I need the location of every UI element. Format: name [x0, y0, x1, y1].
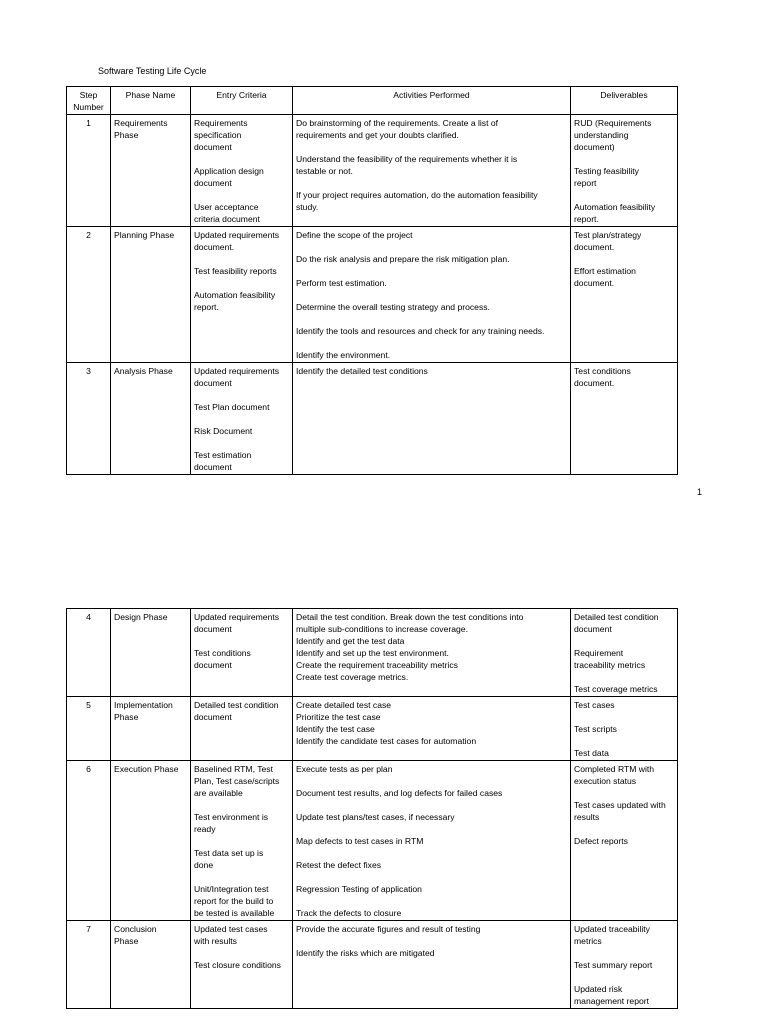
cell-text-line: Requirement [574, 648, 624, 658]
cell-text-line: done [194, 860, 214, 870]
cell-text-line: document) [574, 142, 615, 152]
cell-text-line [296, 799, 567, 811]
cell-text-line: Defect reports [574, 836, 628, 846]
cell-text-line [194, 871, 289, 883]
cell-text-line [296, 775, 567, 787]
step-number-cell: 5 [67, 697, 111, 761]
entry-criteria-cell [191, 227, 293, 363]
cell-text-line: understanding [574, 130, 629, 140]
header-entry-criteria: Entry Criteria [191, 87, 293, 115]
cell-text-line: be tested is available [194, 908, 275, 918]
cell-text-line: Detailed test condition [574, 612, 659, 622]
cell-text-line [194, 413, 289, 425]
cell-text-line: Planning Phase [114, 230, 175, 240]
cell-text-line [194, 153, 289, 165]
cell-text-line: Conclusion [114, 924, 157, 934]
cell-text-line: criteria document [194, 214, 260, 224]
cell-text-line: Identify and get the test data [296, 636, 405, 646]
cell-text-line: Updated requirements [194, 612, 280, 622]
phase-name-cell [111, 363, 191, 475]
cell-text-line: Test conditions [194, 648, 251, 658]
phase-name-cell [111, 227, 191, 363]
cell-text-line [194, 635, 289, 647]
cell-text-line [296, 847, 567, 859]
cell-text-line: Execution Phase [114, 764, 179, 774]
deliverables-cell [571, 363, 678, 475]
cell-text-line: Test cases updated with [574, 800, 666, 810]
header-activities-performed: Activities Performed [293, 87, 571, 115]
cell-text-line: Updated requirements [194, 366, 280, 376]
table-row [67, 227, 678, 363]
cell-text-line: Updated traceability [574, 924, 650, 934]
cell-text-line: document [194, 462, 232, 472]
cell-text-line: Define the scope of the project [296, 230, 413, 240]
cell-text-line [296, 871, 567, 883]
cell-text-line: Identify the tools and resources and check for any training needs. [296, 326, 545, 336]
table-row [67, 697, 678, 761]
cell-text-line: report. [194, 302, 219, 312]
cell-text-line: Implementation [114, 700, 173, 710]
document-title: Software Testing Life Cycle [98, 66, 207, 76]
step-number-cell: 4 [67, 609, 111, 697]
cell-text-line [296, 313, 567, 325]
cell-text-line: Plan, Test case/scripts [194, 776, 280, 786]
cell-text-line: document [194, 378, 232, 388]
cell-text-line [574, 711, 674, 723]
cell-text-line [296, 241, 567, 253]
cell-text-line: requirements and get your doubts clarified. [296, 130, 459, 140]
cell-text-line: Do the risk analysis and prepare the risk mitigation plan. [296, 254, 510, 264]
cell-text-line: Unit/Integration test [194, 884, 269, 894]
cell-text-line: Test scripts [574, 724, 617, 734]
header-step-number: Step Number [67, 87, 111, 115]
cell-text-line: Do brainstorming of the requirements. Create a list of [296, 118, 499, 128]
entry-criteria-cell [191, 921, 293, 1009]
cell-text-line: are available [194, 788, 243, 798]
cell-text-line: document [574, 624, 612, 634]
entry-criteria-cell [191, 609, 293, 697]
table-header-row [67, 87, 678, 115]
step-number-cell: 7 [67, 921, 111, 1009]
header-deliverables: Deliverables [571, 87, 678, 115]
activities-cell [293, 363, 571, 475]
cell-text-line [574, 671, 674, 683]
cell-text-line: specification [194, 130, 242, 140]
cell-text-line: traceability metrics [574, 660, 646, 670]
cell-text-line [574, 189, 674, 201]
cell-text-line: Understand the feasibility of the requirements whether it is [296, 154, 518, 164]
cell-text-line [296, 265, 567, 277]
cell-text-line: Phase [114, 936, 139, 946]
cell-text-line [194, 277, 289, 289]
cell-text-line [296, 141, 567, 153]
entry-criteria-cell [191, 363, 293, 475]
cell-text-line: Effort estimation [574, 266, 636, 276]
cell-text-line: Retest the defect fixes [296, 860, 382, 870]
deliverables-cell [571, 697, 678, 761]
cell-text-line: Determine the overall testing strategy and process. [296, 302, 490, 312]
entry-criteria-cell [191, 115, 293, 227]
cell-text-line: Updated test cases [194, 924, 268, 934]
cell-text-line [194, 253, 289, 265]
step-number-cell: 2 [67, 227, 111, 363]
activities-cell [293, 921, 571, 1009]
cell-text-line: report for the build to [194, 896, 274, 906]
phase-name-cell [111, 921, 191, 1009]
page-number: 1 [697, 487, 703, 497]
cell-text-line [194, 437, 289, 449]
cell-text-line: Test cases [574, 700, 615, 710]
activities-cell [293, 115, 571, 227]
deliverables-cell [571, 921, 678, 1009]
cell-text-line: Identify the detailed test conditions [296, 366, 428, 376]
cell-text-line [194, 947, 289, 959]
cell-text-line: RUD (Requirements [574, 118, 652, 128]
table-row [67, 921, 678, 1009]
table-row [67, 363, 678, 475]
cell-text-line: Test data [574, 748, 609, 758]
cell-text-line: study. [296, 202, 319, 212]
cell-text-line: Risk Document [194, 426, 253, 436]
cell-text-line: Test Plan document [194, 402, 270, 412]
cell-text-line: Updated requirements [194, 230, 280, 240]
cell-text-line: Test coverage metrics [574, 684, 658, 694]
cell-text-line: results [574, 812, 600, 822]
cell-text-line [296, 823, 567, 835]
cell-text-line [296, 935, 567, 947]
cell-text-line: document. [574, 378, 615, 388]
cell-text-line: Test feasibility reports [194, 266, 277, 276]
step-number-cell: 1 [67, 115, 111, 227]
phase-name-cell [111, 115, 191, 227]
cell-text-line [574, 253, 674, 265]
cell-text-line: Testing feasibility [574, 166, 639, 176]
cell-text-line: Detailed test condition [194, 700, 279, 710]
phase-name-cell [111, 697, 191, 761]
cell-text-line [296, 177, 567, 189]
cell-text-line: Detail the test condition. Break down the test conditions into [296, 612, 524, 622]
activities-cell [293, 761, 571, 921]
cell-text-line: Execute tests as per plan [296, 764, 393, 774]
cell-text-line [296, 895, 567, 907]
cell-text-line: Create test coverage metrics. [296, 672, 409, 682]
cell-text-line: Test closure conditions [194, 960, 281, 970]
cell-text-line: testable or not. [296, 166, 353, 176]
deliverables-cell [571, 761, 678, 921]
cell-text-line [194, 835, 289, 847]
deliverables-cell [571, 115, 678, 227]
cell-text-line: Provide the accurate figures and result of testing [296, 924, 481, 934]
cell-text-line: Track the defects to closure [296, 908, 402, 918]
cell-text-line [194, 189, 289, 201]
cell-text-line: Identify and set up the test environment. [296, 648, 449, 658]
activities-cell [293, 609, 571, 697]
cell-text-line: metrics [574, 936, 602, 946]
cell-text-line: Test data set up is [194, 848, 264, 858]
cell-text-line: Phase [114, 130, 139, 140]
cell-text-line: If your project requires automation, do the automation feasibility [296, 190, 538, 200]
cell-text-line [296, 289, 567, 301]
entry-criteria-cell [191, 697, 293, 761]
cell-text-line: Test conditions [574, 366, 631, 376]
cell-text-line: Test plan/strategy [574, 230, 642, 240]
cell-text-line: report. [574, 214, 599, 224]
header-phase-name: Phase Name [111, 87, 191, 115]
cell-text-line: report [574, 178, 597, 188]
cell-text-line: Create the requirement traceability metrics [296, 660, 458, 670]
cell-text-line: Automation feasibility [574, 202, 656, 212]
cell-text-line: document [194, 624, 232, 634]
cell-text-line: Phase [114, 712, 139, 722]
cell-text-line: document [194, 660, 232, 670]
table-row [67, 761, 678, 921]
cell-text-line: Analysis Phase [114, 366, 173, 376]
cell-text-line: Test environment is [194, 812, 269, 822]
cell-text-line [574, 635, 674, 647]
cell-text-line: Test estimation [194, 450, 252, 460]
cell-text-line: document. [194, 242, 235, 252]
cell-text-line [194, 389, 289, 401]
cell-text-line: Automation feasibility [194, 290, 276, 300]
cell-text-line: Document test results, and log defects for failed cases [296, 788, 503, 798]
cell-text-line: Perform test estimation. [296, 278, 387, 288]
activities-cell [293, 697, 571, 761]
cell-text-line: document [194, 178, 232, 188]
cell-text-line: document. [574, 242, 615, 252]
cell-text-line: Test summary report [574, 960, 653, 970]
cell-text-line: Regression Testing of application [296, 884, 422, 894]
cell-text-line: Application design [194, 166, 264, 176]
cell-text-line [574, 823, 674, 835]
cell-text-line [574, 947, 674, 959]
cell-text-line: document. [574, 278, 615, 288]
cell-text-line [574, 787, 674, 799]
cell-text-line [574, 735, 674, 747]
cell-text-line: Create detailed test case [296, 700, 392, 710]
cell-text-line: management report [574, 996, 649, 1006]
cell-text-line: Identify the candidate test cases for automation [296, 736, 477, 746]
cell-text-line: Prioritize the test case [296, 712, 381, 722]
activities-cell [293, 227, 571, 363]
phase-name-cell [111, 761, 191, 921]
cell-text-line [194, 799, 289, 811]
cell-text-line: document [194, 142, 232, 152]
cell-text-line: Updated risk [574, 984, 623, 994]
cell-text-line [574, 971, 674, 983]
table-row [67, 609, 678, 697]
entry-criteria-cell [191, 761, 293, 921]
table-row [67, 115, 678, 227]
cell-text-line: Baselined RTM, Test [194, 764, 273, 774]
cell-text-line: Identify the environment. [296, 350, 391, 360]
phase-name-cell [111, 609, 191, 697]
cell-text-line: Map defects to test cases in RTM [296, 836, 424, 846]
cell-text-line: User acceptance [194, 202, 259, 212]
cell-text-line: Design Phase [114, 612, 168, 622]
cell-text-line: Update test plans/test cases, if necessary [296, 812, 455, 822]
step-number-cell: 6 [67, 761, 111, 921]
cell-text-line: Requirements [114, 118, 168, 128]
cell-text-line: with results [194, 936, 237, 946]
cell-text-line [574, 153, 674, 165]
stlc-table-part-2 [66, 608, 678, 1009]
cell-text-line: Identify the test case [296, 724, 375, 734]
cell-text-line: ready [194, 824, 216, 834]
cell-text-line: execution status [574, 776, 637, 786]
deliverables-cell [571, 227, 678, 363]
cell-text-line: Completed RTM with [574, 764, 655, 774]
cell-text-line: document [194, 712, 232, 722]
stlc-table-part-1 [66, 86, 678, 475]
step-number-cell: 3 [67, 363, 111, 475]
cell-text-line: multiple sub-conditions to increase coverage. [296, 624, 468, 634]
cell-text-line: Identify the risks which are mitigated [296, 948, 435, 958]
deliverables-cell [571, 609, 678, 697]
cell-text-line: Requirements [194, 118, 248, 128]
cell-text-line [296, 337, 567, 349]
